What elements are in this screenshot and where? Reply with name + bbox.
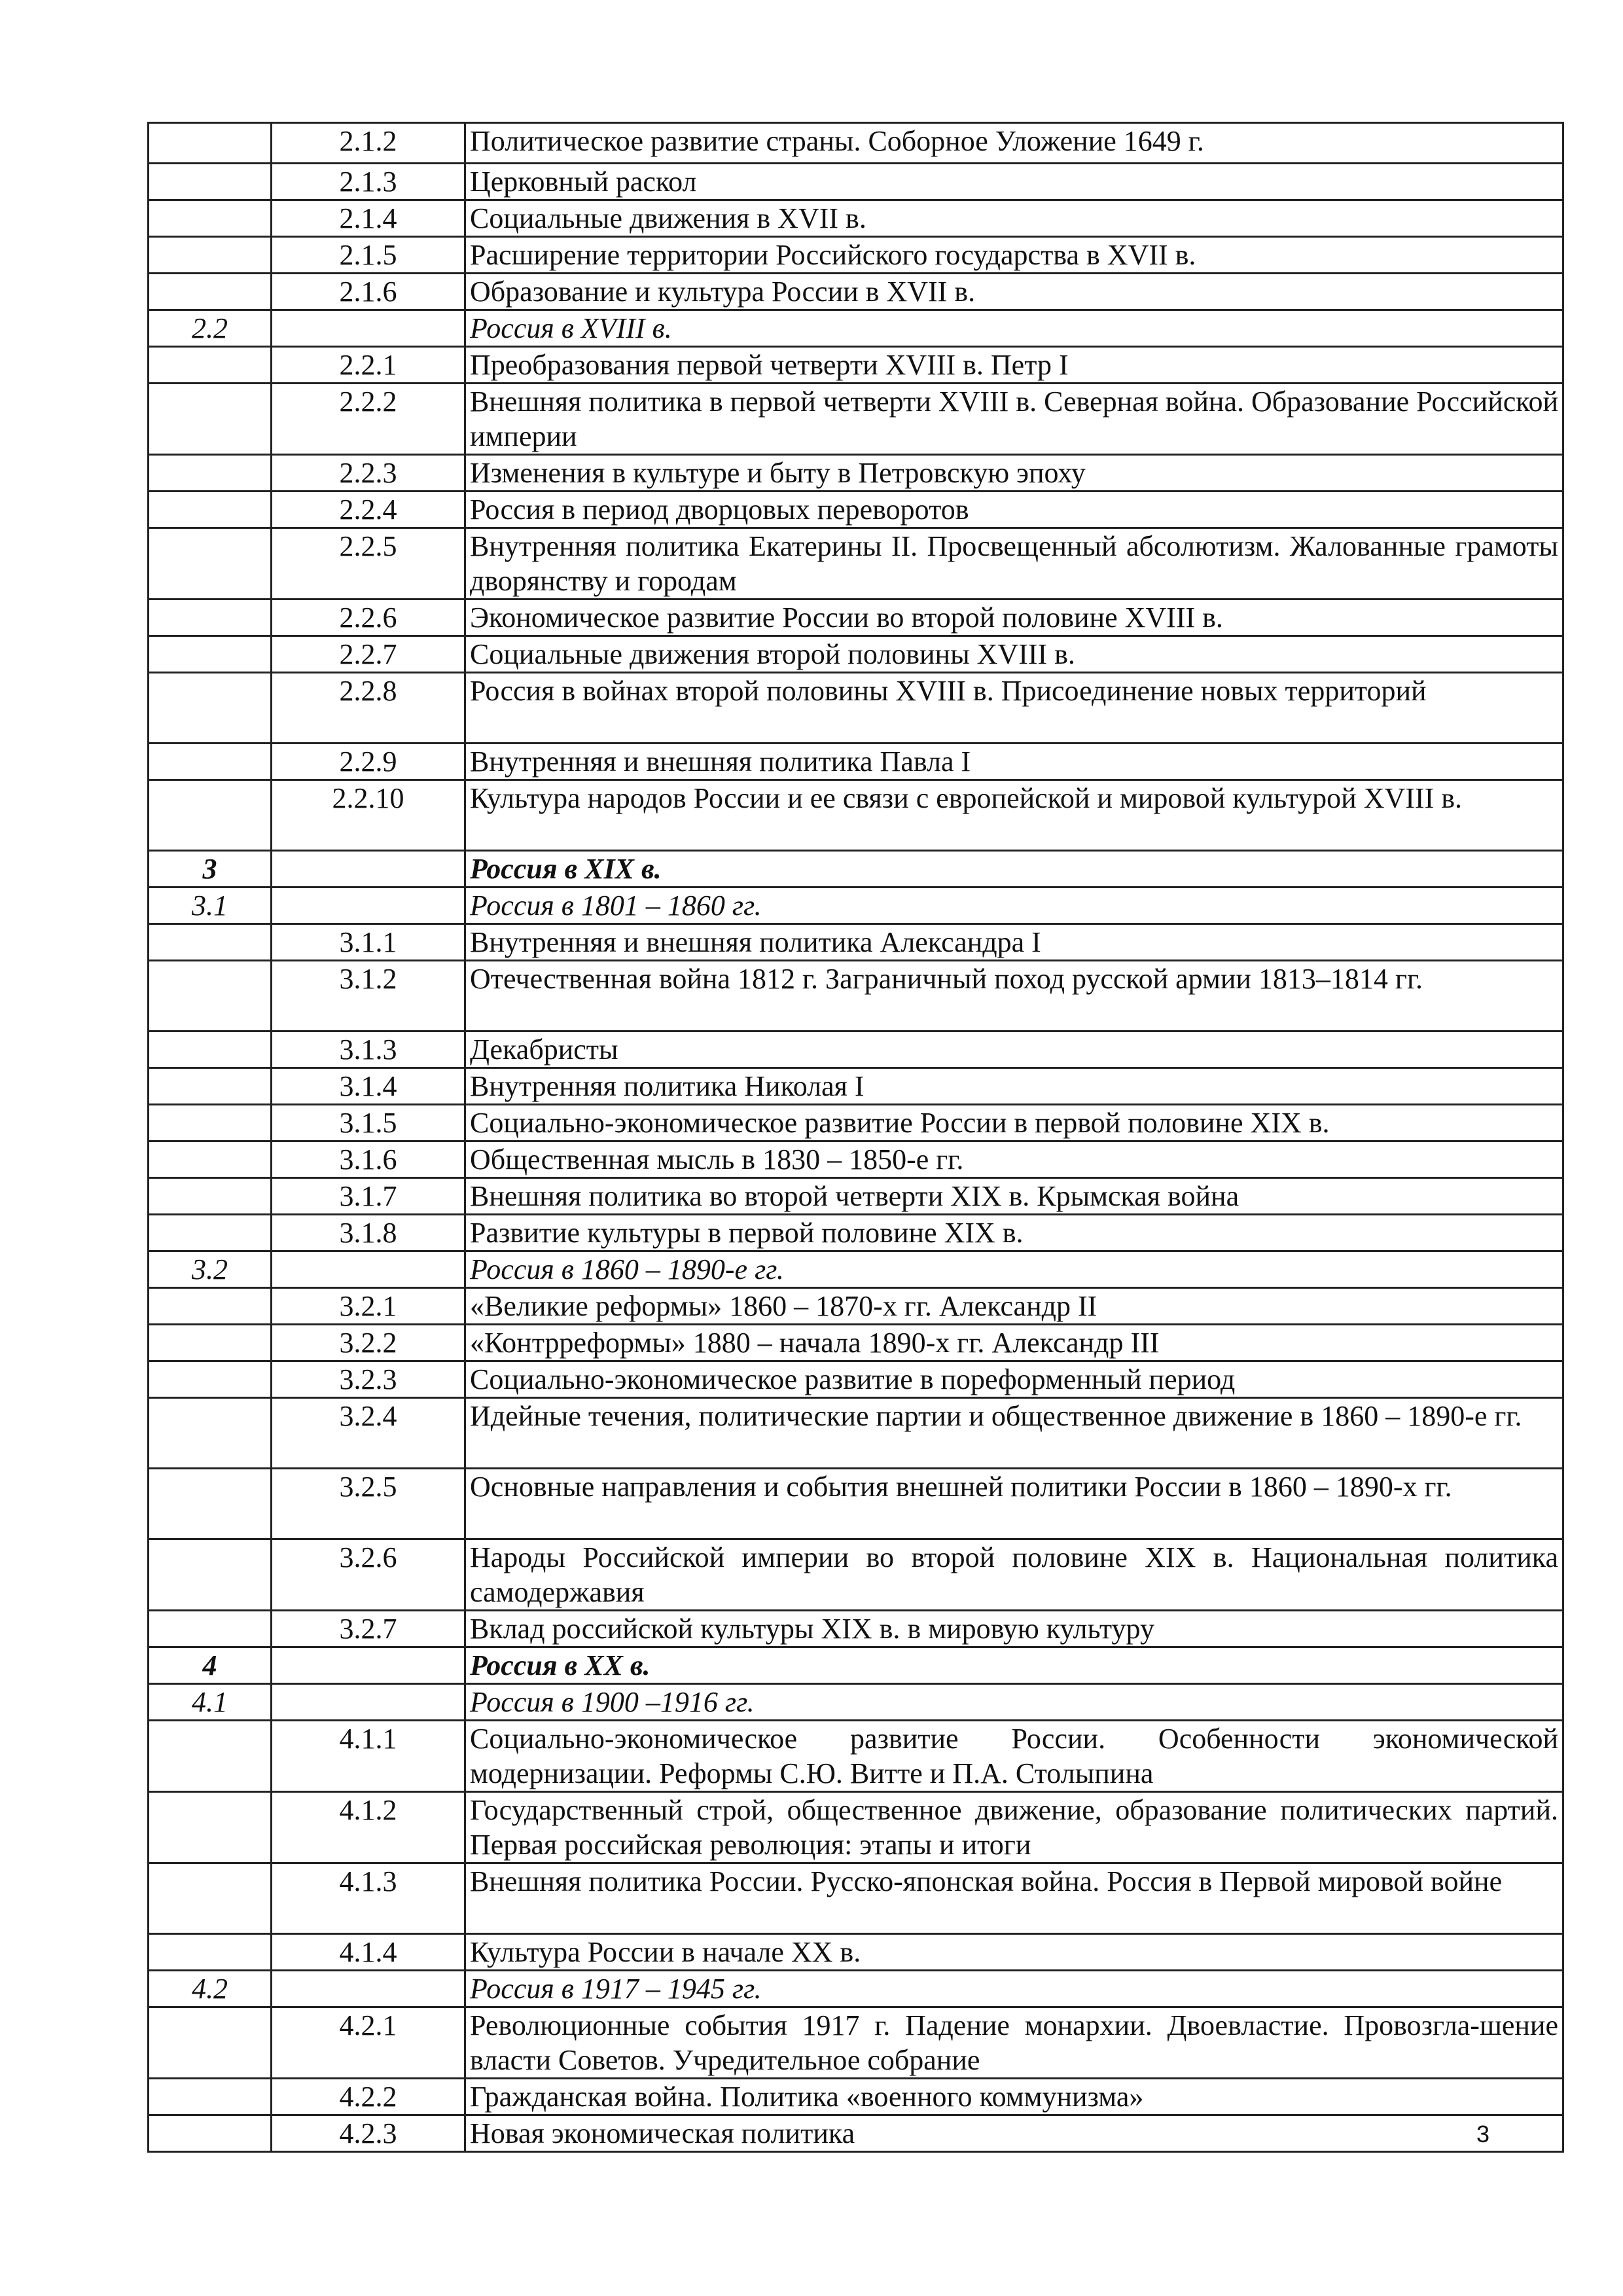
- section-number: [149, 2115, 272, 2152]
- section-number: [149, 1721, 272, 1792]
- subsection-row: [149, 1971, 1563, 2007]
- table-row: [149, 2115, 1563, 2152]
- section-number: [149, 347, 272, 384]
- section-number: [149, 528, 272, 600]
- item-title: Россия в XVIII в.: [465, 310, 1563, 347]
- table-row: [149, 1721, 1563, 1792]
- table-row: [149, 673, 1563, 744]
- item-title: Россия в 1860 – 1890-е гг.: [465, 1251, 1563, 1288]
- content-table: [147, 122, 1564, 2153]
- section-number: [149, 744, 272, 780]
- item-title: Расширение территории Российского государства в XVII в.: [465, 237, 1563, 274]
- section-number: 2.2: [149, 310, 272, 347]
- item-title: Гражданская война. Политика «военного коммунизма»: [465, 2079, 1563, 2115]
- item-title: Государственный строй, общественное движение, образование политических партий. Первая российская революция: этапы и итоги: [465, 1792, 1563, 1863]
- table-row: [149, 2007, 1563, 2079]
- item-number: 2.2.4: [272, 492, 465, 528]
- item-number: 2.1.5: [272, 237, 465, 274]
- content-table-body: [149, 123, 1563, 2152]
- section-number: [149, 1288, 272, 1325]
- section-row: [149, 851, 1563, 888]
- item-title: Внешняя политика в первой четверти XVIII в. Северная война. Образование Российской империи: [465, 384, 1563, 455]
- item-number: [272, 1684, 465, 1721]
- item-number: 2.1.4: [272, 200, 465, 237]
- item-number: 4.1.3: [272, 1863, 465, 1934]
- item-number: [272, 851, 465, 888]
- item-title: Россия в XX в.: [465, 1647, 1563, 1684]
- item-title: Социальные движения в XVII в.: [465, 200, 1563, 237]
- section-number: [149, 1105, 272, 1141]
- table-row: [149, 924, 1563, 961]
- item-number: 2.2.5: [272, 528, 465, 600]
- item-number: 2.1.3: [272, 164, 465, 200]
- section-number: 3.1: [149, 888, 272, 924]
- table-row: [149, 1325, 1563, 1361]
- section-number: [149, 1141, 272, 1178]
- item-number: 3.1.4: [272, 1068, 465, 1105]
- item-title: Изменения в культуре и быту в Петровскую эпоху: [465, 455, 1563, 492]
- item-number: 4.1.1: [272, 1721, 465, 1792]
- section-number: [149, 1792, 272, 1863]
- item-number: 2.2.10: [272, 780, 465, 851]
- item-number: 4.1.2: [272, 1792, 465, 1863]
- subsection-row: [149, 888, 1563, 924]
- item-title: Россия в 1801 – 1860 гг.: [465, 888, 1563, 924]
- table-row: [149, 237, 1563, 274]
- item-number: 3.1.1: [272, 924, 465, 961]
- item-title: Народы Российской империи во второй половине XIX в. Национальная политика самодержавия: [465, 1539, 1563, 1611]
- item-title: Развитие культуры в первой половине XIX в.: [465, 1215, 1563, 1251]
- table-row: [149, 1398, 1563, 1469]
- subsection-row: [149, 310, 1563, 347]
- item-number: 4.1.4: [272, 1934, 465, 1971]
- item-number: 3.2.6: [272, 1539, 465, 1611]
- table-row: [149, 492, 1563, 528]
- item-number: 2.2.1: [272, 347, 465, 384]
- item-number: 3.2.4: [272, 1398, 465, 1469]
- item-title: Социально-экономическое развитие России. Особенности экономической модернизации. Реформы С.Ю. Витте и П.А. Столыпина: [465, 1721, 1563, 1792]
- item-title: Внутренняя политика Николая I: [465, 1068, 1563, 1105]
- item-number: 3.1.2: [272, 961, 465, 1031]
- item-number: 3.2.2: [272, 1325, 465, 1361]
- table-row: [149, 1361, 1563, 1398]
- item-title: Внутренняя и внешняя политика Павла I: [465, 744, 1563, 780]
- item-title: Россия в войнах второй половины XVIII в. Присоединение новых территорий: [465, 673, 1563, 744]
- item-number: 2.2.9: [272, 744, 465, 780]
- section-number: [149, 600, 272, 636]
- item-title: Политическое развитие страны. Соборное Уложение 1649 г.: [465, 123, 1563, 164]
- table-row: [149, 961, 1563, 1031]
- item-number: [272, 1971, 465, 2007]
- table-row: [149, 1178, 1563, 1215]
- item-title: Внешняя политика России. Русско-японская война. Россия в Первой мировой войне: [465, 1863, 1563, 1934]
- item-title: Отечественная война 1812 г. Заграничный поход русской армии 1813–1814 гг.: [465, 961, 1563, 1031]
- section-number: 3.2: [149, 1251, 272, 1288]
- item-title: Россия в 1917 – 1945 гг.: [465, 1971, 1563, 2007]
- item-number: 2.2.6: [272, 600, 465, 636]
- item-title: Россия в XIX в.: [465, 851, 1563, 888]
- item-title: Россия в период дворцовых переворотов: [465, 492, 1563, 528]
- table-row: [149, 347, 1563, 384]
- section-number: [149, 1215, 272, 1251]
- subsection-row: [149, 1684, 1563, 1721]
- item-title: Преобразования первой четверти XVIII в. Петр I: [465, 347, 1563, 384]
- table-row: [149, 744, 1563, 780]
- item-number: 3.1.8: [272, 1215, 465, 1251]
- item-title: Внутренняя и внешняя политика Александра I: [465, 924, 1563, 961]
- section-number: [149, 673, 272, 744]
- section-number: [149, 924, 272, 961]
- item-number: 3.2.5: [272, 1469, 465, 1539]
- section-number: [149, 961, 272, 1031]
- table-row: [149, 636, 1563, 673]
- table-row: [149, 1068, 1563, 1105]
- item-title: Декабристы: [465, 1031, 1563, 1068]
- item-number: [272, 888, 465, 924]
- table-row: [149, 1863, 1563, 1934]
- table-row: [149, 1215, 1563, 1251]
- table-row: [149, 1539, 1563, 1611]
- section-number: [149, 123, 272, 164]
- section-number: [149, 1178, 272, 1215]
- item-title: Россия в 1900 –1916 гг.: [465, 1684, 1563, 1721]
- table-row: [149, 455, 1563, 492]
- item-number: 4.2.2: [272, 2079, 465, 2115]
- table-row: [149, 164, 1563, 200]
- item-title: Культура народов России и ее связи с европейской и мировой культурой XVIII в.: [465, 780, 1563, 851]
- table-row: [149, 1288, 1563, 1325]
- item-title: Образование и культура России в XVII в.: [465, 274, 1563, 310]
- item-number: 4.2.3: [272, 2115, 465, 2152]
- item-title: Общественная мысль в 1830 – 1850-е гг.: [465, 1141, 1563, 1178]
- item-title: Основные направления и события внешней политики России в 1860 – 1890-х гг.: [465, 1469, 1563, 1539]
- item-title: «Контрреформы» 1880 – начала 1890-х гг. Александр III: [465, 1325, 1563, 1361]
- table-row: [149, 1141, 1563, 1178]
- item-number: 3.1.5: [272, 1105, 465, 1141]
- table-row: [149, 384, 1563, 455]
- item-title: Церковный раскол: [465, 164, 1563, 200]
- item-title: Экономическое развитие России во второй половине XVIII в.: [465, 600, 1563, 636]
- item-number: [272, 1647, 465, 1684]
- section-number: [149, 1325, 272, 1361]
- section-number: [149, 1863, 272, 1934]
- table-row: [149, 1105, 1563, 1141]
- section-number: [149, 1611, 272, 1647]
- item-number: 3.1.7: [272, 1178, 465, 1215]
- section-row: [149, 1647, 1563, 1684]
- section-number: [149, 1469, 272, 1539]
- table-row: [149, 123, 1563, 164]
- item-title: Внутренняя политика Екатерины II. Просвещенный абсолютизм. Жалованные грамоты дворянству и городам: [465, 528, 1563, 600]
- section-number: [149, 2079, 272, 2115]
- section-number: [149, 1068, 272, 1105]
- section-number: [149, 1398, 272, 1469]
- section-number: [149, 237, 272, 274]
- table-row: [149, 1469, 1563, 1539]
- item-title: Социально-экономическое развитие России в первой половине XIX в.: [465, 1105, 1563, 1141]
- section-number: [149, 384, 272, 455]
- table-row: [149, 1611, 1563, 1647]
- table-row: [149, 2079, 1563, 2115]
- section-number: [149, 2007, 272, 2079]
- section-number: 4.1: [149, 1684, 272, 1721]
- item-title: Социально-экономическое развитие в пореформенный период: [465, 1361, 1563, 1398]
- item-number: 2.2.7: [272, 636, 465, 673]
- table-row: [149, 1031, 1563, 1068]
- item-number: 2.2.8: [272, 673, 465, 744]
- item-number: 2.1.2: [272, 123, 465, 164]
- item-number: 2.2.2: [272, 384, 465, 455]
- section-number: [149, 274, 272, 310]
- section-number: [149, 455, 272, 492]
- section-number: [149, 1539, 272, 1611]
- item-title: Идейные течения, политические партии и общественное движение в 1860 – 1890-е гг.: [465, 1398, 1563, 1469]
- item-title: «Великие реформы» 1860 – 1870-х гг. Александр II: [465, 1288, 1563, 1325]
- item-number: 3.2.3: [272, 1361, 465, 1398]
- section-number: [149, 1031, 272, 1068]
- item-number: 3.2.1: [272, 1288, 465, 1325]
- section-number: [149, 1361, 272, 1398]
- item-title: Новая экономическая политика: [465, 2115, 1563, 2152]
- section-number: [149, 164, 272, 200]
- section-number: 4: [149, 1647, 272, 1684]
- section-number: [149, 780, 272, 851]
- table-row: [149, 1934, 1563, 1971]
- section-number: 4.2: [149, 1971, 272, 2007]
- table-row: [149, 274, 1563, 310]
- page-number: 3: [1476, 2121, 1490, 2147]
- item-number: 2.2.3: [272, 455, 465, 492]
- section-number: [149, 636, 272, 673]
- item-title: Вклад российской культуры XIX в. в мировую культуру: [465, 1611, 1563, 1647]
- item-title: Культура России в начале XX в.: [465, 1934, 1563, 1971]
- subsection-row: [149, 1251, 1563, 1288]
- section-number: [149, 200, 272, 237]
- item-number: [272, 1251, 465, 1288]
- item-number: [272, 310, 465, 347]
- table-row: [149, 200, 1563, 237]
- item-title: Революционные события 1917 г. Падение монархии. Двоевластие. Провозгла-шение власти Советов. Учредительное собрание: [465, 2007, 1563, 2079]
- table-row: [149, 600, 1563, 636]
- item-number: 4.2.1: [272, 2007, 465, 2079]
- table-row: [149, 1792, 1563, 1863]
- table-row: [149, 528, 1563, 600]
- item-number: 3.1.6: [272, 1141, 465, 1178]
- section-number: [149, 492, 272, 528]
- section-number: [149, 1934, 272, 1971]
- item-title: Социальные движения второй половины XVIII в.: [465, 636, 1563, 673]
- item-number: 3.1.3: [272, 1031, 465, 1068]
- item-number: 3.2.7: [272, 1611, 465, 1647]
- table-row: [149, 780, 1563, 851]
- item-number: 2.1.6: [272, 274, 465, 310]
- section-number: 3: [149, 851, 272, 888]
- item-title: Внешняя политика во второй четверти XIX в. Крымская война: [465, 1178, 1563, 1215]
